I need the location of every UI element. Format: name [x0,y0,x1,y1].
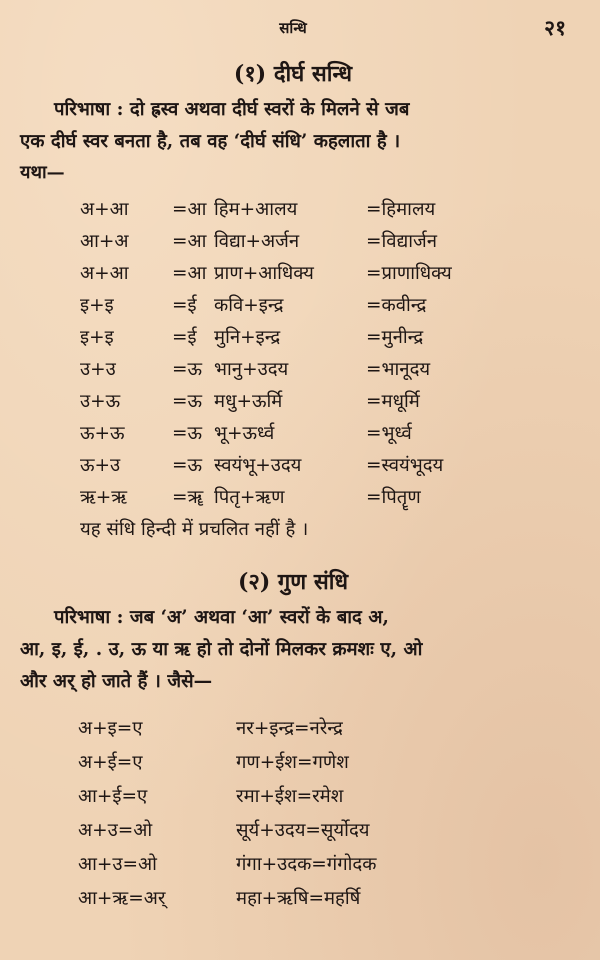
rule-row [78,882,566,916]
rule-row [78,712,566,746]
example-equation: महा+ऋषि=महर्षि [236,888,361,909]
dirgha-rules-table [80,194,566,514]
vowel-pair: आ+अ [80,231,129,252]
definition-guna [20,602,566,698]
definition-text-line2: आ, इ, ई, . उ, ऊ या ऋ हो तो दोनों मिलकर क्रमशः ए, ओ [20,639,423,660]
running-title: सन्धि [279,19,307,37]
example-equation: रमा+ईश=रमेश [236,786,344,807]
rule-row [80,226,566,258]
guna-rules-table [78,712,566,916]
rule-row [80,386,566,418]
definition-text-line3: और अर् हो जाते हैं । जैसे— [20,671,213,692]
rule-row [80,450,566,482]
example-words: प्राण+आधिक्य [214,263,314,284]
definition-label: परिभाषा : [54,607,124,628]
vowel-pair: इ+इ [80,327,114,348]
example-equation: नर+इन्द्र=नरेन्द्र [236,718,343,739]
vowel-pair: उ+ऊ [80,391,121,412]
example-words: विद्या+अर्जन [214,231,300,252]
vowel-rule: अ+ई=ए [78,752,143,773]
vowel-pair: ऊ+उ [80,455,121,476]
vowel-result: =ई [172,295,197,316]
rule-row [78,814,566,848]
example-result: =प्राणाधिक्य [366,263,452,284]
vowel-pair: ऋ+ऋ [80,487,128,508]
section-heading-dirgha: (१) दीर्घ सन्धि [233,61,353,87]
vowel-pair: इ+इ [80,295,114,316]
example-intro: यथा— [20,162,65,183]
vowel-result: =ई [172,327,197,348]
vowel-result: =ऊ [172,423,203,444]
rule-row [80,290,566,322]
example-equation: सूर्य+उदय=सूर्योदय [236,820,370,841]
rule-row [78,780,566,814]
vowel-rule: आ+ऋ=अर् [78,888,166,909]
example-words: पितृ+ऋण [214,487,285,508]
example-result: =मधूर्मि [366,391,420,412]
example-result: =विद्यार्जन [366,231,438,252]
section-heading-guna: (२) गुण संधि [238,569,348,595]
definition-text-line1: दो ह्रस्व अथवा दीर्घ स्वरों के मिलने से जब [129,99,410,120]
example-result: =पितॄण [366,487,421,508]
example-words: भानु+उदय [214,359,289,380]
rule-row [80,418,566,450]
vowel-result: =ऊ [172,359,203,380]
example-equation: गण+ईश=गणेश [236,752,349,773]
example-result: =हिमालय [366,199,436,220]
example-words: भू+ऊर्ध्व [214,423,275,444]
vowel-rule: अ+उ=ओ [78,820,153,841]
definition-label: परिभाषा : [54,99,124,120]
example-result: =कवीन्द्र [366,295,427,316]
vowel-pair: उ+उ [80,359,116,380]
definition-dirgha [20,94,566,158]
rule-row [80,258,566,290]
example-result: =भानूदय [366,359,431,380]
rule-row [80,322,566,354]
vowel-result: =आ [172,199,207,220]
example-result: =मुनीन्द्र [366,327,424,348]
example-words: कवि+इन्द्र [214,295,284,316]
vowel-result: =ॠ [172,487,204,508]
vowel-result: =ऊ [172,455,203,476]
example-result: =स्वयंभूदय [366,455,444,476]
example-words: मधु+ऊर्मि [214,391,283,412]
vowel-result: =आ [172,263,207,284]
vowel-result: =आ [172,231,207,252]
rule-row [80,354,566,386]
rule-row [78,848,566,882]
definition-text-line1: जब ‘अ’ अथवा ‘आ’ स्वरों के बाद अ, [129,607,389,628]
example-words: स्वयंभू+उदय [214,455,302,476]
example-words: मुनि+इन्द्र [214,327,281,348]
vowel-result: =ऊ [172,391,203,412]
vowel-pair: अ+आ [80,199,129,220]
page-number: २१ [544,15,566,40]
vowel-rule: आ+ई=ए [78,786,148,807]
note-text: यह संधि हिन्दी में प्रचलित नहीं है । [80,519,309,540]
definition-text-line2: एक दीर्घ स्वर बनता है, तब वह ‘दीर्घ संधि’ कहलाता है । [20,131,401,152]
vowel-pair: अ+आ [80,263,129,284]
example-result: =भूर्ध्व [366,423,412,444]
vowel-rule: आ+उ=ओ [78,854,157,875]
vowel-pair: ऊ+ऊ [80,423,125,444]
example-words: हिम+आलय [214,199,298,220]
running-head [20,12,566,42]
rule-row [78,746,566,780]
example-equation: गंगा+उदक=गंगोदक [236,854,377,875]
rule-row [80,482,566,514]
rule-row [80,194,566,226]
vowel-rule: अ+इ=ए [78,718,143,739]
